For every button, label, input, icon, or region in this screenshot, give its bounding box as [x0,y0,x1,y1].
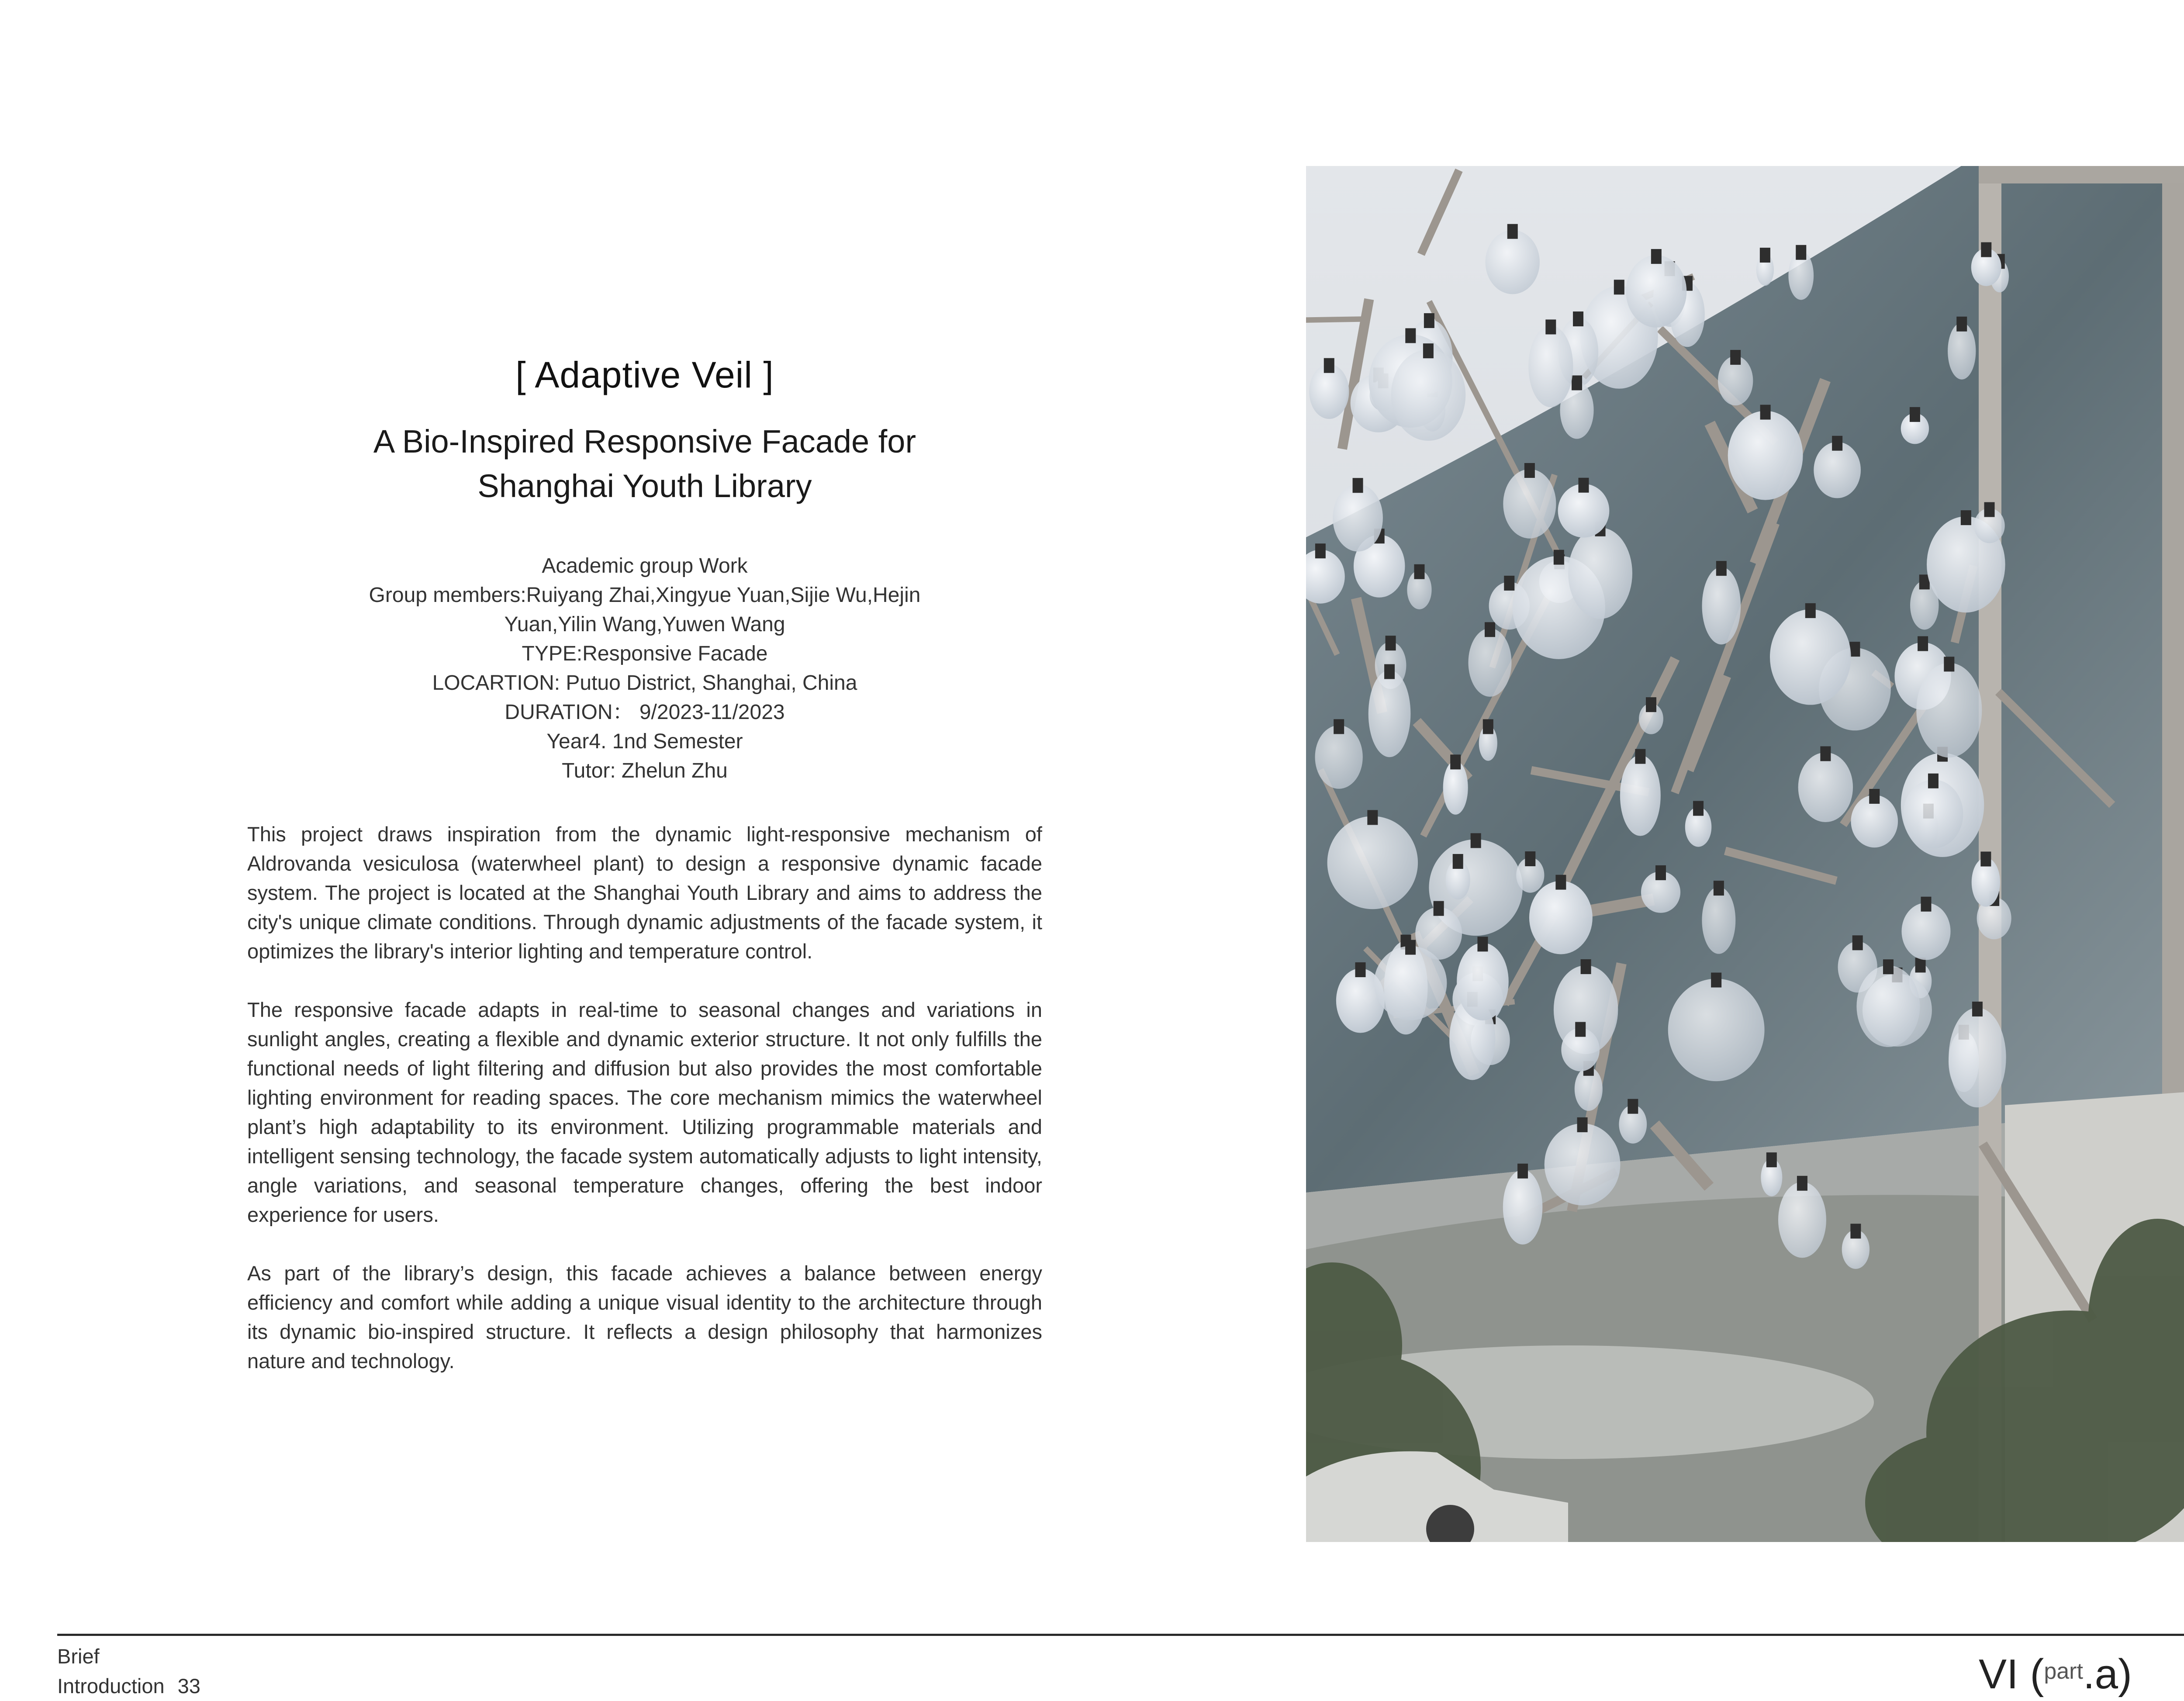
facade-joint [1450,754,1461,769]
facade-joint [1651,249,1662,264]
facade-joint [1386,636,1396,650]
facade-joint [1655,865,1666,880]
facade-joint [1928,774,1939,788]
facade-joint [1507,224,1518,239]
facade-joint [1852,935,1863,950]
facade-disc [1486,230,1540,294]
footer-divider [57,1634,2184,1636]
facade-joint [1797,1176,1807,1191]
section-marker [1979,1650,2132,1698]
facade-joint [1944,657,1954,671]
description-paragraph-2: The responsive facade adapts in real-time to seasonal changes and variations in sunlight angles, creating a flexible and dynamic exterior structure. It not only fulfills the functional needs of light filtering and diffusion but also provides the most comfortable lighting environment for reading spaces. The core mechanism mimics the waterwheel plant’s high adaptability to its environment. Utilizing programmable materials and intelligent sensing technology, the facade system automatically adjusts to light intensity, angle variations, and seasonal temperature changes, offering the best indoor experience for users. [247,998,1042,1226]
facade-disc [1949,1008,2006,1107]
facade-joint [1915,958,1926,972]
facade-rendering-image [1306,166,2184,1542]
facade-joint [1545,319,1556,334]
facade-joint [1635,749,1645,764]
meta-year: Year4. 1nd Semester [546,730,743,753]
facade-disc [1503,469,1556,539]
facade-joint [1414,564,1424,579]
facade-joint [1628,1099,1638,1114]
facade-joint [1581,959,1591,974]
facade-joint [1910,407,1920,422]
meta-tutor: Tutor: Zhelun Zhu [562,759,728,782]
facade-joint [1517,1164,1528,1179]
facade-joint [1796,245,1806,260]
facade-joint [1572,375,1582,390]
facade-disc [1778,1182,1826,1258]
facade-joint [1367,810,1378,825]
facade-disc [1903,780,1963,849]
facade-joint [1434,901,1444,916]
facade-illustration [1306,166,2184,1542]
page-number: 33 [177,1674,200,1698]
facade-joint [1972,1002,1983,1016]
facade-disc [1620,755,1661,836]
facade-disc [1668,979,1765,1082]
facade-disc [1315,725,1363,788]
meta-location: LOCARTION: Putuo District, Shanghai, China [432,671,857,695]
description-paragraph-3: As part of the library’s design, this facade achieves a balance between energy efficiency and comfort while adding a unique visual identity to the architecture through its dynamic bio-inspired structure. It reflects a design philosophy that harmonizes nature and technology. [247,1262,1042,1373]
facade-joint [1384,664,1395,679]
facade-strut [1306,319,1364,321]
meta-type: TYPE:Responsive Facade [522,642,768,665]
facade-disc [1770,609,1851,705]
facade-joint [1577,1117,1588,1132]
facade-joint [1453,854,1463,869]
facade-joint [1766,1152,1777,1167]
facade-joint [1525,851,1535,866]
facade-joint [1504,576,1514,591]
project-meta [247,551,1042,785]
description-paragraph-1: This project draws inspiration from the dynamic light-responsive mechanism of Aldrovanda vesiculosa (waterwheel plant) to design a responsive dynamic facade system. The project is located at the Shanghai Youth Library and aims to address the city's unique climate conditions. Through dynamic adjustments of the facade system, it optimizes the library's interior lighting and temperature control. [247,823,1042,963]
section-suffix: .a) [2083,1651,2132,1698]
facade-joint [1424,313,1434,328]
facade-disc [1333,484,1383,551]
facade-joint [1423,343,1434,358]
facade-joint [1555,875,1566,890]
facade-disc [1545,1124,1621,1205]
facade-joint [1730,350,1741,365]
facade-joint [1554,550,1564,565]
facade-joint [1869,789,1880,804]
facade-joint [1921,897,1932,912]
facade-disc [1368,671,1411,757]
facade-disc [1916,663,1982,757]
facade-joint [1477,937,1488,951]
facade-disc [1798,752,1853,822]
facade-joint [1324,358,1334,373]
facade-joint [1883,959,1894,974]
project-title: [ Adaptive Veil ] [515,354,774,395]
facade-joint [1849,642,1860,657]
facade-joint [1984,502,1995,517]
section-prefix: VI ( [1979,1651,2044,1698]
meta-duration: DURATION： 9/2023-11/2023 [505,701,785,724]
footer-label-line-1: Brief [57,1645,100,1668]
facade-joint [1760,248,1770,263]
facade-joint [1956,317,1967,332]
facade-joint [1471,833,1481,848]
facade-disc [1457,943,1509,1020]
facade-joint [1646,697,1656,712]
facade-joint [1961,510,1971,525]
facade-joint [1405,328,1416,343]
facade-joint [1981,242,1991,257]
facade-disc [1468,628,1511,697]
facade-disc [1856,965,1920,1047]
facade-disc [1728,411,1803,500]
facade-joint [1711,973,1721,988]
project-subtitle [247,419,1042,508]
facade-disc [1327,816,1418,909]
meta-members-line-2: Yuan,Yilin Wang,Yuwen Wang [504,613,785,636]
facade-joint [1334,719,1344,734]
facade-joint [1355,962,1366,977]
facade-joint [1485,622,1495,637]
facade-joint [1405,940,1416,955]
footer-label-line-2: Introduction [57,1674,165,1698]
facade-joint [1693,801,1704,816]
footer-chapter-label [57,1642,200,1701]
meta-members-line-1: Group members:Ruiyang Zhai,Xingyue Yuan,Sijie Wu,Hejin [369,584,921,607]
facade-disc [1626,255,1686,328]
facade-joint [1980,852,1991,867]
facade-joint [1524,463,1535,478]
facade-disc [1529,881,1593,954]
facade-joint [1820,746,1831,761]
subtitle-line-1: A Bio-Inspired Responsive Facade for [373,423,916,460]
facade-disc [1528,325,1573,407]
facade-disc [1568,528,1632,619]
facade-joint [1760,405,1771,420]
facade-joint [1716,561,1727,576]
facade-disc [1503,1170,1543,1245]
facade-joint [1918,636,1928,651]
facade-disc [1702,567,1741,644]
facade-joint [1578,478,1589,493]
meta-work-type: Academic group Work [542,554,748,577]
section-part: part [2044,1659,2083,1684]
facade-joint [1573,311,1583,326]
facade-joint [1805,603,1816,618]
facade-joint [1315,543,1326,558]
facade-joint [1614,280,1624,294]
facade-disc [1702,887,1735,954]
facade-joint [1483,719,1493,734]
facade-joint [1832,436,1842,451]
project-description [247,819,1042,1405]
facade-joint [1575,1022,1586,1037]
facade-joint [1714,881,1724,895]
facade-joint [1850,1224,1861,1238]
subtitle-line-2: Shanghai Youth Library [477,468,812,504]
facade-disc [1391,349,1465,441]
facade-joint [1353,478,1363,493]
